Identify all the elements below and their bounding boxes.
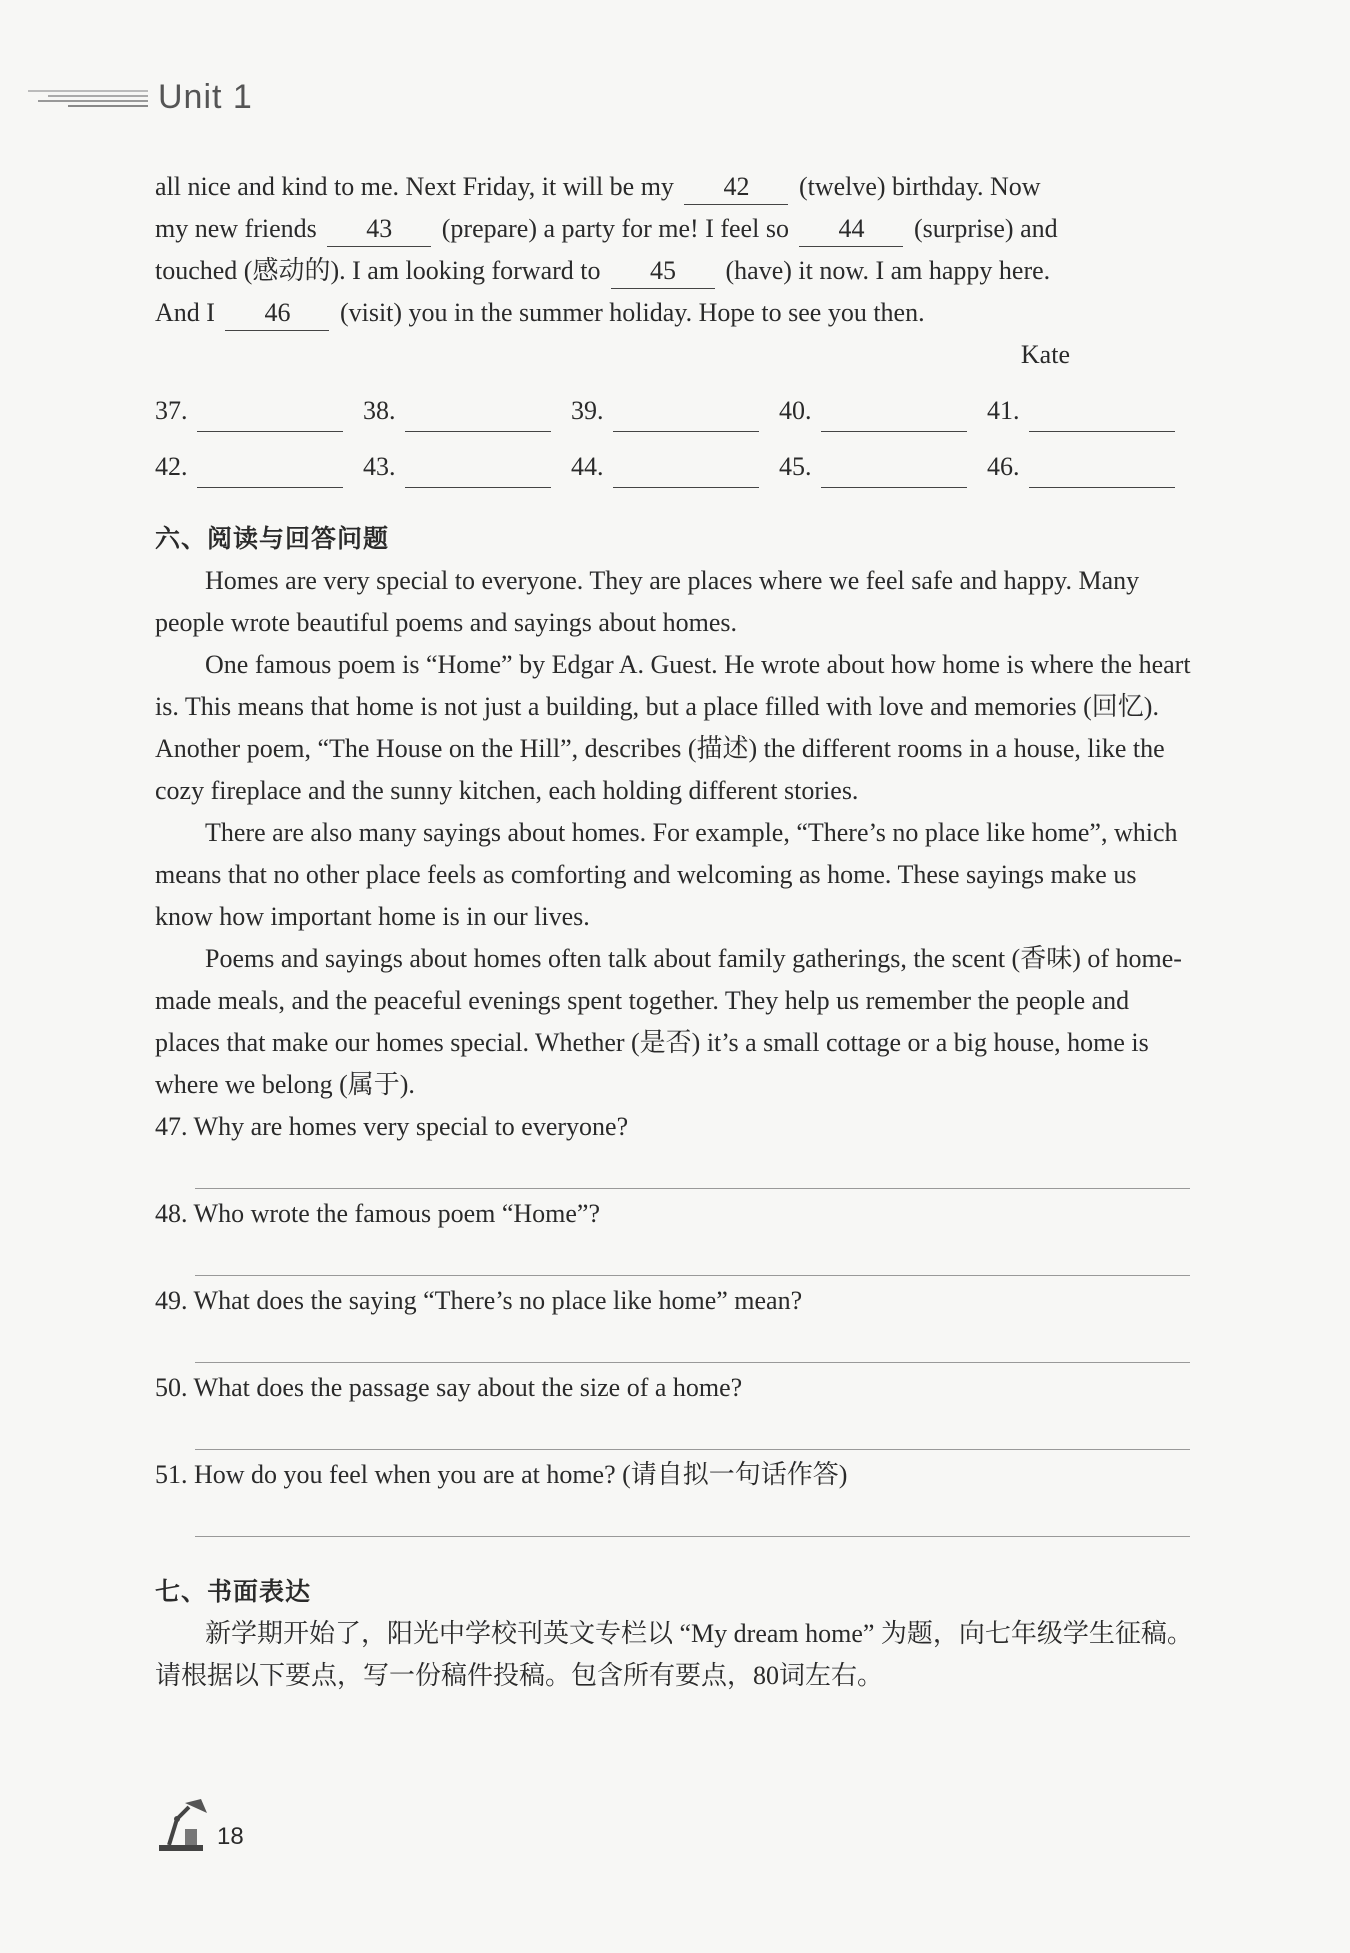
answer-blank[interactable]	[405, 457, 551, 488]
question: 47. Why are homes very special to everyone?	[155, 1112, 629, 1141]
passage-text: my new friends	[155, 214, 317, 243]
passage-text: (twelve) birthday. Now	[798, 172, 1041, 201]
reading-paragraph: One famous poem is “Home” by Edgar A. Guest. He wrote about how home is where the heart is. This means that home is not just a building, but a place filled with love and memories (回忆). Another poem, “The House on the Hill”, describes (描述) the different rooms in a house, like the cozy fireplace and the sunny kitchen, each holding different stories.	[155, 650, 1191, 805]
answer-blank[interactable]	[821, 457, 967, 488]
blank-44: 44	[799, 212, 903, 247]
answer-row	[155, 390, 1195, 432]
section-title-writing: 七、书面表达	[155, 1577, 312, 1606]
blank-43: 43	[327, 212, 431, 247]
section-title-reading: 六、阅读与回答问题	[155, 524, 390, 553]
answer-row	[155, 446, 1195, 488]
signature: Kate	[1020, 340, 1070, 369]
answer-blank[interactable]	[1029, 457, 1175, 488]
answer-number: 44.	[571, 452, 604, 481]
passage-line	[155, 292, 1195, 334]
answer-item	[571, 446, 779, 488]
answer-item	[571, 390, 779, 432]
answer-number: 43.	[363, 452, 396, 481]
passage-text: (visit) you in the summer holiday. Hope to see you then.	[339, 298, 925, 327]
answer-blank[interactable]	[197, 457, 343, 488]
answer-line[interactable]	[195, 1148, 1190, 1189]
answer-item	[363, 446, 571, 488]
desk-lamp-icon	[155, 1795, 213, 1853]
answer-line[interactable]	[195, 1409, 1190, 1450]
answer-item	[779, 390, 987, 432]
passage-text: (surprise) and	[913, 214, 1058, 243]
passage-text: all nice and kind to me. Next Friday, it will be my	[155, 172, 674, 201]
passage-line	[155, 250, 1195, 292]
question: 50. What does the passage say about the size of a home?	[155, 1373, 743, 1402]
blank-46: 46	[225, 296, 329, 331]
passage-line	[155, 166, 1195, 208]
answer-number: 46.	[987, 452, 1020, 481]
passage-text: (have) it now. I am happy here.	[725, 256, 1051, 285]
answer-line[interactable]	[195, 1235, 1190, 1276]
answer-number: 37.	[155, 396, 188, 425]
answer-number: 41.	[987, 396, 1020, 425]
answer-number: 38.	[363, 396, 396, 425]
answer-number: 39.	[571, 396, 604, 425]
blank-42: 42	[684, 170, 788, 205]
question: 48. Who wrote the famous poem “Home”?	[155, 1199, 600, 1228]
answer-number: 42.	[155, 452, 188, 481]
page-footer	[155, 1795, 244, 1853]
answer-item	[987, 390, 1195, 432]
answer-line[interactable]	[195, 1496, 1190, 1537]
answer-blank[interactable]	[613, 457, 759, 488]
content	[155, 166, 1195, 1697]
blank-45: 45	[611, 254, 715, 289]
answer-blank[interactable]	[1029, 401, 1175, 432]
answer-line[interactable]	[195, 1322, 1190, 1363]
answer-item	[155, 390, 363, 432]
answer-blank[interactable]	[821, 401, 967, 432]
writing-prompt: 新学期开始了，阳光中学校刊英文专栏以 “My dream home” 为题，向七年级学生征稿。请根据以下要点，写一份稿件投稿。包含所有要点，80词左右。	[155, 1619, 1193, 1690]
answer-blank[interactable]	[613, 401, 759, 432]
page-number: 18	[217, 1823, 244, 1850]
answer-item	[987, 446, 1195, 488]
question: 49. What does the saying “There’s no place like home” mean?	[155, 1286, 803, 1315]
answer-item	[779, 446, 987, 488]
reading-paragraph: Homes are very special to everyone. They are places where we feel safe and happy. Many people wrote beautiful poems and sayings about homes.	[155, 566, 1140, 637]
answer-item	[363, 390, 571, 432]
passage-text: touched (感动的). I am looking forward to	[155, 256, 601, 285]
passage-text: And I	[155, 298, 215, 327]
reading-paragraph: There are also many sayings about homes. For example, “There’s no place like home”, which means that no other place feels as comforting and welcoming as home. These sayings make us know how important home is in our lives.	[155, 818, 1178, 931]
speed-lines-icon	[28, 87, 148, 109]
answer-number: 40.	[779, 396, 812, 425]
answer-number: 45.	[779, 452, 812, 481]
passage-text: (prepare) a party for me! I feel so	[441, 214, 789, 243]
answer-blank[interactable]	[405, 401, 551, 432]
question: 51. How do you feel when you are at home? (请自拟一句话作答)	[155, 1460, 848, 1489]
answer-blank[interactable]	[197, 401, 343, 432]
unit-title: Unit 1	[158, 78, 253, 116]
passage-line	[155, 208, 1195, 250]
unit-header	[28, 78, 253, 117]
reading-paragraph: Poems and sayings about homes often talk about family gatherings, the scent (香味) of home-made meals, and the peaceful evenings spent together. They help us remember the people and places that make our homes special. Whether (是否) it’s a small cottage or a big house, home is where we belong (属于).	[155, 944, 1182, 1099]
answer-item	[155, 446, 363, 488]
